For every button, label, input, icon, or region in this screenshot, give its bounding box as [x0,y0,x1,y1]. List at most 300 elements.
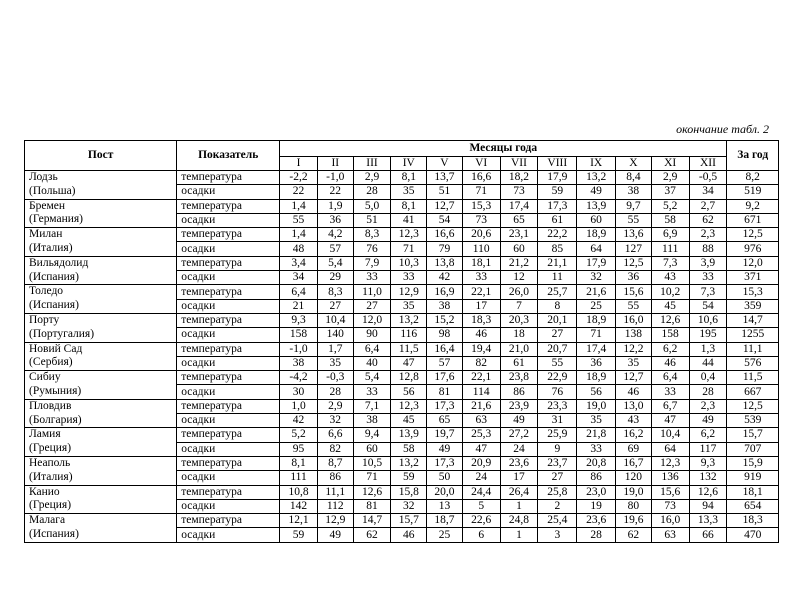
station-name: Канио [25,485,177,499]
precipitation-cell: 47 [462,442,500,456]
temperature-cell: 6,6 [317,428,353,442]
precipitation-cell: 49 [317,528,353,542]
temperature-cell: 20,3 [500,313,538,327]
temperature-cell: 5,4 [317,256,353,270]
precipitation-cell: 33 [651,385,689,399]
precipitation-cell: 50 [427,471,463,485]
temperature-cell: 18,9 [577,371,616,385]
temperature-cell: 13,2 [577,171,616,185]
precipitation-cell: 64 [651,442,689,456]
precipitation-cell: 63 [462,414,500,428]
precipitation-cell: 73 [500,185,538,199]
table-row [25,528,779,542]
month-header-cell: IX [577,157,616,171]
temperature-cell: 24,8 [500,514,538,528]
month-header-cell: IV [391,157,427,171]
year-total-cell: 707 [727,442,779,456]
indicator-cell: температура [177,285,280,299]
temperature-cell: 10,5 [353,456,391,470]
precipitation-cell: 59 [280,528,318,542]
temperature-cell: 0,4 [689,371,727,385]
indicator-cell: осадки [177,442,280,456]
temperature-cell: 15,2 [427,313,463,327]
temperature-cell: 6,2 [689,428,727,442]
precipitation-cell: 54 [427,213,463,227]
temperature-cell: 18,9 [577,228,616,242]
year-total-cell: 671 [727,213,779,227]
precipitation-cell: 13 [427,499,463,513]
precipitation-cell: 30 [280,385,318,399]
temperature-cell: 16,2 [616,428,652,442]
table-row [25,428,779,442]
table-caption: окончание табл. 2 [676,122,769,136]
temperature-cell: 12,9 [317,514,353,528]
temperature-cell: 22,1 [462,285,500,299]
temperature-cell: 20,7 [538,342,577,356]
temperature-cell: 25,3 [462,428,500,442]
precipitation-cell: 62 [689,213,727,227]
station-country: (Испания) [25,299,177,313]
station-country: (Сербия) [25,356,177,370]
indicator-cell: осадки [177,528,280,542]
year-total-cell: 15,7 [727,428,779,442]
temperature-cell: 19,0 [616,485,652,499]
temperature-cell: 12,3 [391,399,427,413]
precipitation-cell: 57 [317,242,353,256]
precipitation-cell: 195 [689,328,727,342]
temperature-cell: 6,4 [353,342,391,356]
precipitation-cell: 73 [651,499,689,513]
precipitation-cell: 19 [577,499,616,513]
precipitation-cell: 21 [280,299,318,313]
temperature-cell: 20,1 [538,313,577,327]
station-name: Ламия [25,428,177,442]
precipitation-cell: 117 [689,442,727,456]
temperature-cell: 25,7 [538,285,577,299]
precipitation-cell: 5 [462,499,500,513]
temperature-cell: 7,1 [353,399,391,413]
table-row [25,328,779,342]
precipitation-cell: 86 [577,471,616,485]
temperature-cell: 18,7 [427,514,463,528]
temperature-cell: 3,9 [689,256,727,270]
temperature-cell: 1,9 [317,199,353,213]
indicator-cell: осадки [177,414,280,428]
precipitation-cell: 12 [500,271,538,285]
table-row [25,299,779,313]
precipitation-cell: 55 [538,356,577,370]
precipitation-cell: 45 [651,299,689,313]
precipitation-cell: 38 [427,299,463,313]
table-row [25,471,779,485]
temperature-cell: 6,2 [651,342,689,356]
temperature-cell: 20,8 [577,456,616,470]
station-country: (Греция) [25,442,177,456]
temperature-cell: 19,7 [427,428,463,442]
table-row [25,285,779,299]
year-total-cell: 576 [727,356,779,370]
temperature-cell: 10,3 [391,256,427,270]
temperature-cell: 17,9 [538,171,577,185]
header-months: Месяцы года [280,141,727,157]
temperature-cell: 25,8 [538,485,577,499]
month-header-cell: VI [462,157,500,171]
precipitation-cell: 81 [353,499,391,513]
precipitation-cell: 45 [391,414,427,428]
precipitation-cell: 80 [616,499,652,513]
precipitation-cell: 60 [577,213,616,227]
precipitation-cell: 142 [280,499,318,513]
precipitation-cell: 46 [651,356,689,370]
month-header-cell: II [317,157,353,171]
temperature-cell: 21,0 [500,342,538,356]
temperature-cell: 1,3 [689,342,727,356]
precipitation-cell: 43 [651,271,689,285]
precipitation-cell: 111 [651,242,689,256]
month-header-cell: I [280,157,318,171]
precipitation-cell: 49 [427,442,463,456]
precipitation-cell: 95 [280,442,318,456]
precipitation-cell: 55 [280,213,318,227]
indicator-cell: температура [177,371,280,385]
temperature-cell: 19,0 [577,399,616,413]
temperature-cell: 18,3 [462,313,500,327]
precipitation-cell: 36 [317,213,353,227]
indicator-cell: температура [177,313,280,327]
table-row [25,342,779,356]
precipitation-cell: 27 [353,299,391,313]
year-total-cell: 8,2 [727,171,779,185]
precipitation-cell: 63 [651,528,689,542]
temperature-cell: 8,4 [616,171,652,185]
temperature-cell: 10,4 [317,313,353,327]
precipitation-cell: 18 [500,328,538,342]
station-name: Неаполь [25,456,177,470]
precipitation-cell: 90 [353,328,391,342]
indicator-cell: температура [177,514,280,528]
precipitation-cell: 36 [616,271,652,285]
temperature-cell: 17,4 [577,342,616,356]
temperature-cell: 1,0 [280,399,318,413]
temperature-cell: 8,1 [391,199,427,213]
temperature-cell: 1,4 [280,199,318,213]
precipitation-cell: 43 [616,414,652,428]
precipitation-cell: 158 [280,328,318,342]
precipitation-cell: 88 [689,242,727,256]
temperature-cell: 23,3 [538,399,577,413]
precipitation-cell: 127 [616,242,652,256]
temperature-cell: 13,7 [427,171,463,185]
temperature-cell: 25,9 [538,428,577,442]
year-total-cell: 18,3 [727,514,779,528]
temperature-cell: 8,3 [353,228,391,242]
precipitation-cell: 33 [391,271,427,285]
precipitation-cell: 114 [462,385,500,399]
precipitation-cell: 62 [616,528,652,542]
station-name: Порту [25,313,177,327]
indicator-cell: осадки [177,385,280,399]
precipitation-cell: 29 [317,271,353,285]
precipitation-cell: 54 [689,299,727,313]
temperature-cell: 23,9 [500,399,538,413]
station-country: (Португалия) [25,328,177,342]
precipitation-cell: 35 [577,414,616,428]
header-indicator: Показатель [177,141,280,171]
temperature-cell: 15,7 [391,514,427,528]
temperature-cell: 13,3 [689,514,727,528]
precipitation-cell: 8 [538,299,577,313]
precipitation-cell: 34 [280,271,318,285]
precipitation-cell: 32 [391,499,427,513]
indicator-cell: температура [177,342,280,356]
indicator-cell: температура [177,256,280,270]
precipitation-cell: 46 [616,385,652,399]
temperature-cell: 19,6 [616,514,652,528]
temperature-cell: 16,6 [462,171,500,185]
precipitation-cell: 61 [538,213,577,227]
indicator-cell: осадки [177,242,280,256]
table-row [25,385,779,399]
station-country: (Италия) [25,471,177,485]
precipitation-cell: 51 [427,185,463,199]
precipitation-cell: 22 [280,185,318,199]
temperature-cell: 8,1 [280,456,318,470]
precipitation-cell: 27 [317,299,353,313]
year-total-cell: 9,2 [727,199,779,213]
temperature-cell: 6,7 [651,399,689,413]
temperature-cell: 3,4 [280,256,318,270]
precipitation-cell: 37 [651,185,689,199]
precipitation-cell: 28 [317,385,353,399]
precipitation-cell: 66 [689,528,727,542]
temperature-cell: 13,8 [427,256,463,270]
year-total-cell: 654 [727,499,779,513]
temperature-cell: 15,6 [651,485,689,499]
precipitation-cell: 33 [353,385,391,399]
indicator-cell: осадки [177,356,280,370]
temperature-cell: -0,3 [317,371,353,385]
precipitation-cell: 85 [538,242,577,256]
temperature-cell: 21,8 [577,428,616,442]
precipitation-cell: 11 [538,271,577,285]
precipitation-cell: 17 [462,299,500,313]
temperature-cell: 12,8 [391,371,427,385]
table-row [25,499,779,513]
temperature-cell: 10,6 [689,313,727,327]
precipitation-cell: 132 [689,471,727,485]
temperature-cell: 2,7 [689,199,727,213]
temperature-cell: 12,7 [427,199,463,213]
temperature-cell: 21,6 [577,285,616,299]
temperature-cell: 12,6 [689,485,727,499]
temperature-cell: -4,2 [280,371,318,385]
temperature-cell: 6,4 [651,371,689,385]
precipitation-cell: 98 [427,328,463,342]
year-total-cell: 15,9 [727,456,779,470]
temperature-cell: 22,6 [462,514,500,528]
precipitation-cell: 60 [353,442,391,456]
precipitation-cell: 111 [280,471,318,485]
temperature-cell: 14,7 [353,514,391,528]
temperature-cell: 12,6 [651,313,689,327]
temperature-cell: 1,4 [280,228,318,242]
temperature-cell: 2,9 [317,399,353,413]
precipitation-cell: 82 [317,442,353,456]
precipitation-cell: 46 [462,328,500,342]
temperature-cell: -2,2 [280,171,318,185]
station-country: (Испания) [25,271,177,285]
temperature-cell: 13,6 [616,228,652,242]
temperature-cell: 1,7 [317,342,353,356]
year-total-cell: 14,7 [727,313,779,327]
precipitation-cell: 82 [462,356,500,370]
temperature-cell: 17,3 [427,399,463,413]
month-header-cell: V [427,157,463,171]
precipitation-cell: 34 [689,185,727,199]
temperature-cell: 20,0 [427,485,463,499]
year-total-cell: 919 [727,471,779,485]
precipitation-cell: 69 [616,442,652,456]
table-row [25,185,779,199]
precipitation-cell: 138 [616,328,652,342]
precipitation-cell: 76 [353,242,391,256]
precipitation-cell: 59 [538,185,577,199]
temperature-cell: 21,6 [462,399,500,413]
precipitation-cell: 47 [391,356,427,370]
precipitation-cell: 27 [538,328,577,342]
temperature-cell: 9,3 [689,456,727,470]
temperature-cell: 2,9 [353,171,391,185]
year-total-cell: 519 [727,185,779,199]
precipitation-cell: 65 [427,414,463,428]
year-total-cell: 359 [727,299,779,313]
table-row [25,485,779,499]
temperature-cell: 5,2 [280,428,318,442]
precipitation-cell: 110 [462,242,500,256]
precipitation-cell: 76 [538,385,577,399]
temperature-cell: 26,0 [500,285,538,299]
precipitation-cell: 51 [353,213,391,227]
indicator-cell: температура [177,171,280,185]
temperature-cell: 7,3 [689,285,727,299]
precipitation-cell: 35 [616,356,652,370]
precipitation-cell: 116 [391,328,427,342]
temperature-cell: 18,2 [500,171,538,185]
precipitation-cell: 27 [538,471,577,485]
precipitation-cell: 59 [391,471,427,485]
temperature-cell: 18,9 [577,313,616,327]
indicator-cell: температура [177,485,280,499]
precipitation-cell: 73 [462,213,500,227]
temperature-cell: 10,4 [651,428,689,442]
station-country: (Германия) [25,213,177,227]
precipitation-cell: 2 [538,499,577,513]
indicator-cell: температура [177,199,280,213]
table-row [25,242,779,256]
temperature-cell: 13,9 [391,428,427,442]
temperature-cell: 19,4 [462,342,500,356]
precipitation-cell: 86 [500,385,538,399]
temperature-cell: 13,9 [577,199,616,213]
indicator-cell: температура [177,399,280,413]
year-total-cell: 1255 [727,328,779,342]
precipitation-cell: 86 [317,471,353,485]
precipitation-cell: 7 [500,299,538,313]
temperature-cell: 12,3 [651,456,689,470]
precipitation-cell: 64 [577,242,616,256]
temperature-cell: 18,1 [462,256,500,270]
temperature-cell: 11,0 [353,285,391,299]
station-name: Лодзь [25,171,177,185]
temperature-cell: 8,7 [317,456,353,470]
temperature-cell: 16,7 [616,456,652,470]
temperature-cell: 12,0 [353,313,391,327]
table-row [25,213,779,227]
temperature-cell: 2,3 [689,399,727,413]
precipitation-cell: 33 [689,271,727,285]
station-name: Сибиу [25,371,177,385]
station-name: Пловдив [25,399,177,413]
precipitation-cell: 33 [577,442,616,456]
precipitation-cell: 62 [353,528,391,542]
year-total-cell: 12,0 [727,256,779,270]
precipitation-cell: 81 [427,385,463,399]
precipitation-cell: 55 [616,299,652,313]
indicator-cell: осадки [177,299,280,313]
precipitation-cell: 136 [651,471,689,485]
precipitation-cell: 3 [538,528,577,542]
table-row [25,271,779,285]
year-total-cell: 12,5 [727,228,779,242]
temperature-cell: 13,2 [391,456,427,470]
table-row [25,256,779,270]
precipitation-cell: 44 [689,356,727,370]
precipitation-cell: 28 [577,528,616,542]
temperature-cell: 5,2 [651,199,689,213]
temperature-cell: 13,0 [616,399,652,413]
station-name: Милан [25,228,177,242]
temperature-cell: 7,3 [651,256,689,270]
precipitation-cell: 33 [353,271,391,285]
temperature-cell: 15,8 [391,485,427,499]
table-row [25,228,779,242]
indicator-cell: осадки [177,213,280,227]
precipitation-cell: 35 [391,299,427,313]
temperature-cell: 22,1 [462,371,500,385]
temperature-cell: 10,8 [280,485,318,499]
precipitation-cell: 42 [280,414,318,428]
temperature-cell: -0,5 [689,171,727,185]
temperature-cell: 6,9 [651,228,689,242]
temperature-cell: 12,6 [353,485,391,499]
table-row [25,199,779,213]
precipitation-cell: 24 [500,442,538,456]
year-total-cell: 18,1 [727,485,779,499]
temperature-cell: 12,2 [616,342,652,356]
indicator-cell: температура [177,456,280,470]
year-total-cell: 470 [727,528,779,542]
month-header-cell: XII [689,157,727,171]
station-name: Вильядолид [25,256,177,270]
month-header-cell: X [616,157,652,171]
table-row [25,313,779,327]
temperature-cell: -1,0 [280,342,318,356]
station-country: (Румыния) [25,385,177,399]
header-post: Пост [25,141,177,171]
precipitation-cell: 35 [391,185,427,199]
precipitation-cell: 32 [577,271,616,285]
year-total-cell: 539 [727,414,779,428]
